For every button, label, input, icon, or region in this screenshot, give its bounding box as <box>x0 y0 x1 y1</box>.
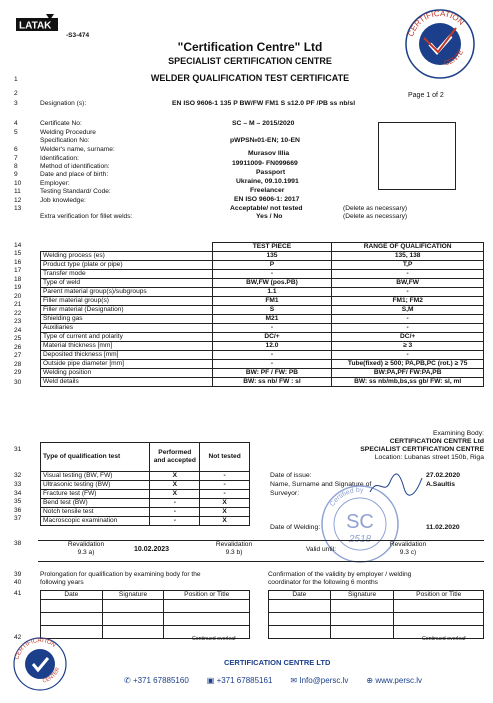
row-label: Outside pipe diameter [mm] <box>41 360 213 369</box>
row-label: Transfer mode <box>41 270 213 279</box>
valid-until-label: Valid until: <box>306 546 336 553</box>
revalidation-a-ref: 9.3 a) <box>77 549 95 556</box>
cert-no-value: SC – M – 2015/2020 <box>232 120 295 127</box>
left-cell <box>102 626 164 639</box>
row-label: Welding process (es) <box>41 252 213 261</box>
welder-value: Murasov Illia <box>248 150 290 157</box>
range-cell: - <box>332 288 484 297</box>
table-row <box>41 252 484 261</box>
latak-logo-icon <box>14 12 74 42</box>
line-num-11: 11 <box>14 188 21 195</box>
footer-contacts <box>124 676 422 685</box>
revalidation-b <box>196 541 272 557</box>
line-num-41: 41 <box>14 590 22 597</box>
line-num-20: 20 <box>14 293 22 300</box>
revalidation-c-ref: 9.3 c) <box>399 549 417 556</box>
test-piece-cell: BW,FW (pos.PB) <box>212 279 332 288</box>
test-piece-cell: P <box>212 261 332 270</box>
line-num-7: 7 <box>14 155 18 162</box>
prolongation-right-text <box>268 571 411 587</box>
left-col-position: Position or Title <box>164 591 250 600</box>
examining-body <box>300 430 484 462</box>
test-piece-cell: - <box>212 324 332 333</box>
line-num-37: 37 <box>14 515 22 522</box>
row-label: Deposited thickness [mm] <box>41 351 213 360</box>
right-cell <box>330 613 394 626</box>
line-num-10: 10 <box>14 180 22 187</box>
test-type-cell: Notch tensile test <box>41 508 150 517</box>
job-value: Acceptable/ not tested <box>230 205 303 212</box>
examining-location: Location: Lubanas street 150b, Riga <box>374 454 484 461</box>
line-num-24: 24 <box>14 327 22 334</box>
line-num-29: 29 <box>14 369 22 376</box>
left-col-signature: Signature <box>102 591 164 600</box>
table-row <box>41 279 484 288</box>
range-cell: - <box>332 324 484 333</box>
row-label: Filler material (Designation) <box>41 306 213 315</box>
not-tested-cell: X <box>200 499 250 508</box>
surveyor-name: A.Saultis <box>426 481 456 488</box>
table-row <box>41 306 484 315</box>
line-num-15: 15 <box>14 250 22 257</box>
ident-label: Identification: <box>40 155 79 162</box>
org-name: "Certification Centre" Ltd <box>177 40 323 54</box>
right-cell <box>269 613 331 626</box>
line-num-42: 42 <box>14 634 22 641</box>
table-row <box>41 333 484 342</box>
footer-email[interactable]: ✉ Info@persc.lv <box>290 676 349 685</box>
issue-date-label: Date of issue: <box>270 472 312 479</box>
right-cell <box>394 600 484 613</box>
page-indicator: Page 1 of 2 <box>408 92 444 99</box>
line-num-30: 30 <box>14 379 22 386</box>
cert-no-label: Certificate No: <box>40 120 82 127</box>
test-piece-cell: - <box>212 351 332 360</box>
line-num-27: 27 <box>14 352 22 359</box>
ident-value: 19911009- FN099669 <box>232 160 298 167</box>
logo-code: -S3-474 <box>66 32 90 39</box>
job-label: Job knowledge: <box>40 197 86 204</box>
svg-text:CERTIFICATION: CERTIFICATION <box>406 8 466 38</box>
line-num-38: 38 <box>14 540 22 547</box>
line-num-36: 36 <box>14 507 22 514</box>
svg-text:CERTIFICATION: CERTIFICATION <box>14 637 57 661</box>
surveyor-label: Surveyor: <box>270 490 300 497</box>
not-tested-cell: X <box>200 517 250 526</box>
left-cell <box>41 613 103 626</box>
right-cell <box>394 613 484 626</box>
table-row <box>41 342 484 351</box>
revalidation-c <box>370 541 446 557</box>
left-col-date: Date <box>41 591 103 600</box>
line-num-19: 19 <box>14 284 22 291</box>
prolongation-right-line1: Confirmation of the validity by employer / welding <box>268 571 412 578</box>
svg-text:CENTER: CENTER <box>42 666 62 685</box>
test-piece-cell: BW: PF / FW: PB <box>212 369 332 378</box>
svg-text:Certified by: Certified by <box>328 486 364 509</box>
performed-cell: - <box>150 517 200 526</box>
line-num-39: 39 <box>14 571 22 578</box>
test-type-cell: Fracture test (FW) <box>41 490 150 499</box>
line-num-5: 5 <box>14 129 18 136</box>
job-note: (Delete as necessary) <box>343 205 408 212</box>
prolongation-left-line2: following years <box>40 579 84 586</box>
extra-label: Extra verification for fillet welds: <box>40 213 133 220</box>
row-label: Filler material group(s) <box>41 297 213 306</box>
line-num-21: 21 <box>14 301 22 308</box>
right-col-position: Position or Title <box>394 591 484 600</box>
footer-seal-icon <box>12 636 68 692</box>
line-num-1: 1 <box>14 76 18 83</box>
table-row <box>41 472 250 481</box>
test-type-cell: Bend test (BW) <box>41 499 150 508</box>
revalidation-a-date: 10.02.2023 <box>134 546 170 553</box>
row-label: Parent material group(s)/subgroups <box>41 288 213 297</box>
standard-label: Testing Standard/ Code: <box>40 188 111 195</box>
footer-company: CERTIFICATION CENTRE LTD <box>224 658 331 667</box>
line-num-6: 6 <box>14 146 18 153</box>
range-cell: ≥ 3 <box>332 342 484 351</box>
not-tested-cell: - <box>200 490 250 499</box>
line-num-40: 40 <box>14 579 22 586</box>
prolongation-right-table <box>268 590 484 639</box>
range-cell: T,P <box>332 261 484 270</box>
row-label: Welding position <box>41 369 213 378</box>
table-row <box>41 369 484 378</box>
table-row <box>41 270 484 279</box>
right-col-date: Date <box>269 591 331 600</box>
table-header-row <box>41 243 484 252</box>
wps-label-1: Welding Procedure <box>40 129 96 136</box>
not-tested-cell: - <box>200 472 250 481</box>
continued-right: Continued overleaf <box>422 636 466 642</box>
test-type-cell: Ultrasonic testing (BW) <box>41 481 150 490</box>
issue-date-value: 27.02.2020 <box>426 472 461 479</box>
line-num-34: 34 <box>14 490 22 497</box>
revalidation-c-label: Revalidation <box>389 541 427 548</box>
line-num-25: 25 <box>14 335 22 342</box>
table-row <box>41 297 484 306</box>
photo-box <box>378 122 456 190</box>
table-row <box>41 508 250 517</box>
tests-header-type: Type of qualification test <box>41 443 150 472</box>
line-num-3: 3 <box>14 100 18 107</box>
qualification-table <box>40 242 484 387</box>
performed-cell: X <box>150 490 200 499</box>
range-cell: BW:PA,PF/ FW:PA,PB <box>332 369 484 378</box>
prolongation-left-table <box>40 590 250 639</box>
line-num-14: 14 <box>14 242 22 249</box>
test-piece-cell: BW: ss nb/ FW : sl <box>212 378 332 387</box>
extra-note: (Delete as necessary) <box>343 213 408 220</box>
prolongation-left-text <box>40 571 201 587</box>
tests-header-performed: Performed and accepted <box>150 443 200 472</box>
employer-value: Freelancer <box>250 187 285 194</box>
table-row <box>41 261 484 270</box>
line-num-12: 12 <box>14 197 22 204</box>
designation-label: Designation (s): <box>40 100 87 107</box>
welder-label: Welder's name, surname: <box>40 146 115 153</box>
row-label: Material thickness [mm] <box>41 342 213 351</box>
document-title: WELDER QUALIFICATION TEST CERTIFICATE <box>150 73 350 83</box>
range-cell: S,M <box>332 306 484 315</box>
left-cell <box>41 600 103 613</box>
row-label: Type of weld <box>41 279 213 288</box>
line-num-31: 31 <box>14 446 22 453</box>
tests-header-not-tested: Not tested <box>200 443 250 472</box>
test-piece-cell: DC/+ <box>212 333 332 342</box>
line-num-2: 2 <box>14 90 18 97</box>
test-type-cell: Macroscopic examination <box>41 517 150 526</box>
table-row <box>41 378 484 387</box>
test-piece-cell: FM1 <box>212 297 332 306</box>
right-cell <box>330 626 394 639</box>
range-cell: FM1; FM2 <box>332 297 484 306</box>
mail-icon: ✉ <box>290 676 300 685</box>
table-row <box>41 490 250 499</box>
globe-icon: ⊕ <box>366 676 376 685</box>
examining-sub: SPECIALIST CERTIFICATION CENTRE <box>360 446 484 453</box>
left-cell <box>102 613 164 626</box>
range-cell: Tube(fixed) ≥ 500; PA,PB,PC (rot.) ≥ 75 <box>332 360 484 369</box>
svg-text:LATAK: LATAK <box>19 20 52 32</box>
tests-header-row <box>41 443 250 472</box>
welding-date-label: Date of Welding: <box>270 524 321 531</box>
left-cell <box>164 613 250 626</box>
footer-phone1[interactable]: ✆ +371 67885160 <box>124 676 189 685</box>
line-num-22: 22 <box>14 310 22 317</box>
line-num-23: 23 <box>14 318 22 325</box>
performed-cell: - <box>150 499 200 508</box>
table-row <box>41 360 484 369</box>
dob-value: Ukraine, 09.10.1991 <box>236 178 299 185</box>
not-tested-cell: - <box>200 481 250 490</box>
left-cell <box>164 600 250 613</box>
row-label: Auxiliaries <box>41 324 213 333</box>
revalidation-a <box>48 541 124 557</box>
test-type-cell: Visual testing (BW, FW) <box>41 472 150 481</box>
test-piece-cell: - <box>212 270 332 279</box>
line-num-28: 28 <box>14 361 22 368</box>
svg-text:2518: 2518 <box>348 534 372 545</box>
row-label: Weld details <box>41 378 213 387</box>
table-row <box>41 351 484 360</box>
phone-icon: ✆ <box>124 676 133 685</box>
designation-value: EN ISO 9606-1 135 P BW/FW FM1 S s12.0 PF /PB ss nb/sl <box>172 100 356 107</box>
method-label: Method of identification: <box>40 163 110 170</box>
range-cell: DC/+ <box>332 333 484 342</box>
line-num-13: 13 <box>14 205 22 212</box>
tests-table <box>40 442 250 526</box>
line-num-16: 16 <box>14 259 22 266</box>
line-num-9: 9 <box>14 171 18 178</box>
certification-seal <box>404 8 476 80</box>
line-num-17: 17 <box>14 267 22 274</box>
not-tested-cell: X <box>200 508 250 517</box>
test-piece-cell: 12.0 <box>212 342 332 351</box>
line-num-4: 4 <box>14 120 18 127</box>
revalidation-b-ref: 9.3 b) <box>225 549 243 556</box>
footer-web[interactable]: ⊕ www.persc.lv <box>366 676 422 685</box>
footer-phone2[interactable]: ▣ +371 67885161 <box>206 676 273 685</box>
line-num-33: 33 <box>14 481 22 488</box>
extra-value: Yes / No <box>256 213 283 220</box>
certification-seal-icon <box>404 8 476 80</box>
svg-text:CENTER: CENTE <box>443 49 466 68</box>
test-piece-cell: - <box>212 360 332 369</box>
logo <box>14 12 74 42</box>
table-row <box>41 499 250 508</box>
test-piece-cell: 135 <box>212 252 332 261</box>
dob-label: Date and place of birth: <box>40 171 109 178</box>
wps-label-2: Specification No: <box>40 137 90 144</box>
performed-cell: X <box>150 472 200 481</box>
table-row <box>41 481 250 490</box>
welding-date-value: 11.02.2020 <box>426 524 460 531</box>
right-cell <box>269 600 331 613</box>
right-col-signature: Signature <box>330 591 394 600</box>
row-label: Product type (plate or pipe) <box>41 261 213 270</box>
range-cell: - <box>332 351 484 360</box>
left-cell <box>102 600 164 613</box>
table-row <box>41 288 484 297</box>
org-subtitle: SPECIALIST CERTIFICATION CENTRE <box>168 56 332 66</box>
prolongation-left-line1: Prolongation for qualification by examining body for the <box>40 571 201 578</box>
revalidation-b-label: Revalidation <box>215 541 253 548</box>
range-cell: - <box>332 270 484 279</box>
line-num-18: 18 <box>14 276 22 283</box>
line-num-26: 26 <box>14 344 22 351</box>
standard-value: EN ISO 9606-1: 2017 <box>234 196 300 203</box>
line-num-32: 32 <box>14 472 22 479</box>
table-row <box>41 517 250 526</box>
svg-text:SC: SC <box>346 511 374 533</box>
line-num-8: 8 <box>14 163 18 170</box>
header-test-piece: TEST PIECE <box>212 243 332 252</box>
range-cell: 135, 138 <box>332 252 484 261</box>
performed-cell: - <box>150 508 200 517</box>
performed-cell: X <box>150 481 200 490</box>
test-piece-cell: 1.1 <box>212 288 332 297</box>
range-cell: - <box>332 315 484 324</box>
wps-value: pWPS№01-EN; 10-EN <box>230 137 300 144</box>
line-num-35: 35 <box>14 498 22 505</box>
continued-left: Continued overleaf <box>192 636 236 642</box>
printer-icon: ▣ <box>206 676 217 685</box>
test-piece-cell: S <box>212 306 332 315</box>
range-cell: BW: ss nb/mb,bs,ss gb/ FW: sl, ml <box>332 378 484 387</box>
footer-seal <box>12 636 68 692</box>
row-label: Shielding gas <box>41 315 213 324</box>
employer-label: Employer: <box>40 180 70 187</box>
right-cell <box>330 600 394 613</box>
range-cell: BW,FW <box>332 279 484 288</box>
revalidation-a-label: Revalidation <box>67 541 105 548</box>
name-signature-label: Name, Surname and Signature of <box>270 481 372 488</box>
method-value: Passport <box>256 169 286 176</box>
table-row <box>41 315 484 324</box>
table-row <box>41 324 484 333</box>
header-range: RANGE OF QUALIFICATION <box>332 243 484 252</box>
test-piece-cell: M21 <box>212 315 332 324</box>
examining-name: CERTIFICATION CENTRE Ltd <box>389 438 484 445</box>
examining-label: Examining Body: <box>432 430 484 437</box>
prolongation-right-line2: coordinator for the following 6 months <box>268 579 378 586</box>
right-cell <box>269 626 331 639</box>
row-label: Type of current and polarity <box>41 333 213 342</box>
